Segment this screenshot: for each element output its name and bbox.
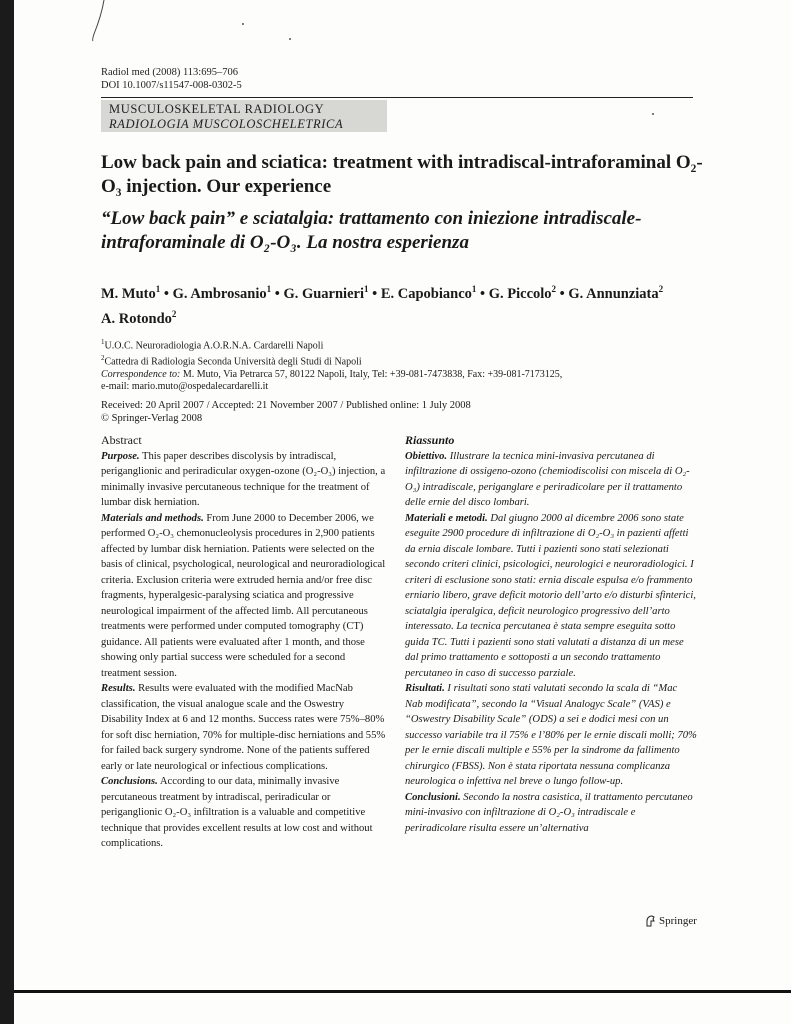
abstract-results: Results. Results were evaluated with the modified MacNab classification, the visual analogue scale and the Oswestry Disability Index at 6 and 12 months. Success rates were 75%–80% for soft disc herniation, 70% for multiple-disc herniations and 55% for failed back surgery syndrome. None of the patients suffered early or late neurological or infectious complications.: [101, 683, 386, 772]
author: M. Muto$^1$: [101, 284, 161, 302]
riassunto-risultati: Risultati. I risultati sono stati valutati secondo la scala di “Mac Nab modificata”, secondo la “Visual Analogyc Scale” (VAS) e “Oswestry Disability Scale” (ODS) a sei e dodici mesi con un successo variabile tra il 75% e l’80% per le ernie discali molli; 70% per le ernie discali multiple e 55% per la sindrome da fallimento chirurgico (FBSS). Non è stata riportata nessuna complicanza neurologica o infettiva nel breve o lungo follow-up.: [405, 683, 697, 787]
riassunto-metodi: Materiali e metodi. Dal giugno 2000 al dicembre 2006 sono state eseguite 2900 procedure di infiltrazione di O₂-O₃ in pazienti affetti da ernia discale lombare. Tutti i pazienti sono stati selezionati secondo criteri clinici, psicologici, neurologici e neuroradiologici. I criteri di esclusione sono stati: ernia discale espulsa e/o frammento erniario libero, grave deficit motorio dell’arto e/o disturbi sfinterici, sciatalgia iperalgica, deficit neurologico progressivo dell’arto interessato. La tecnica percutanea è stata sempre eseguita sotto guida TC. Tutti i pazienti sono stati valutati a distanza di un mese dal primo trattamento e sottoposti a un secondo trattamento percutaneo in caso di successo parziale.: [405, 512, 696, 679]
publication-dates: [101, 399, 711, 425]
author-list: M. Muto$^1$ • G. Ambrosanio$^1$ • G. Guarnieri$^1$ • E. Capobianco$^1$ • G. Piccolo$^2$ • G. Annunziata$^2$ A. Rotondo$^2$: [101, 284, 664, 327]
affiliation-2: $^2$Cattedra di Radiologia Seconda Università degli Studi di Napoli: [101, 354, 362, 368]
affiliation-1: $^1$U.O.C. Neuroradiologia A.O.R.N.A. Cardarelli Napoli: [101, 338, 324, 352]
speck: [242, 23, 244, 25]
publisher-logo: [645, 915, 697, 927]
section-en: MUSCULOSKELETAL RADIOLOGY: [109, 102, 325, 116]
author: G. Ambrosanio$^1$: [172, 284, 272, 302]
section-band: [101, 100, 387, 132]
journal-meta: [101, 66, 242, 92]
abstract-conclusions: Conclusions. According to our data, minimally invasive percutaneous treatment by intradiscal, periradicular or periganglionic O₂-O₃ infiltration is a valuable and competitive technique that provides excellent results at low cost and without complications.: [101, 776, 373, 849]
pen-mark: [88, 0, 108, 42]
affiliations: [101, 336, 711, 393]
journal-line: Radiol med (2008) 113:695–706: [101, 67, 238, 78]
correspondence: Correspondence to: M. Muto, Via Petrarca 57, 80122 Napoli, Italy, Tel: +39-081-7473838, Fax: +39-081-7173125,: [101, 368, 563, 380]
header-rule: [101, 97, 693, 98]
author: E. Capobianco$^1$: [380, 284, 477, 302]
springer-horse-icon: [645, 915, 656, 927]
publisher-name: Springer: [659, 915, 697, 927]
speck: [652, 113, 654, 115]
author: G. Piccolo$^2$: [488, 284, 557, 302]
email: e-mail: mario.muto@ospedalecardarelli.it: [101, 380, 269, 392]
author: G. Guarnieri$^1$: [283, 284, 369, 302]
speck: [289, 38, 291, 40]
riassunto-heading: Riassunto: [405, 433, 455, 447]
author: G. Annunziata$^2$: [568, 284, 664, 302]
bottom-rule: [14, 990, 791, 993]
scan-edge: [0, 0, 14, 1024]
dates-line: Received: 20 April 2007 / Accepted: 21 November 2007 / Published online: 1 July 2008: [101, 400, 471, 411]
section-it: RADIOLOGIA MUSCOLOSCHELETRICA: [109, 117, 344, 131]
abstract-methods: Materials and methods. From June 2000 to December 2006, we performed O₂-O₃ chemonucleolysis procedures in 2,900 patients affected by lumbar disk herniation. Patients were selected on the basis of clinical, psychological, neurological and neuroradiological criteria. Exclusion criteria were extruded hernia and/or free disc fragments, hyperalgesic-paralysing sciatica and progressive neurological impairment of the affected limb. All percutaneous treatments were performed under computed tomography (CT) guidance. All patients were evaluated after 1 month, and those showing only partial success were scheduled for a second treatment session.: [101, 512, 386, 679]
riassunto-conclusioni: Conclusioni. Secondo la nostra casistica, il trattamento percutaneo mini-invasivo con infiltrazione di O₂-O₃ intradiscale e periradicolare risulta essere un’alternativa: [405, 791, 693, 834]
riassunto-obiettivo: Obiettivo. Illustrare la tecnica mini-invasiva percutanea di infiltrazione di ossigeno-ozono (chemiodiscolisi con miscela di O₂-O₃) intradiscale, periganglare e periradicolare per il trattamento delle ernie del disco lombari.: [405, 450, 690, 508]
abstract-purpose: Purpose. This paper describes discolysis by intradiscal, periganglionic and periradicular oxygen-ozone (O₂-O₃) injection, a minimally invasive percutaneous technique for the treatment of lumbar disk herniation.: [101, 450, 386, 508]
doi-line: DOI 10.1007/s11547-008-0302-5: [101, 80, 242, 91]
title-italian: “Low back pain” e sciatalgia: trattamento con iniezione intradiscale-intraforaminale di O₂-O₃. La nostra esperienza: [101, 208, 642, 253]
author: A. Rotondo$^2$: [101, 308, 177, 327]
title-english: Low back pain and sciatica: treatment with intradiscal-intraforaminal O₂-O₃ injection. Our experience: [101, 152, 703, 197]
copyright-line: © Springer-Verlag 2008: [101, 413, 203, 424]
abstract-heading: Abstract: [101, 433, 142, 447]
abstract-italian: [405, 433, 697, 836]
abstract-english: [101, 433, 387, 852]
